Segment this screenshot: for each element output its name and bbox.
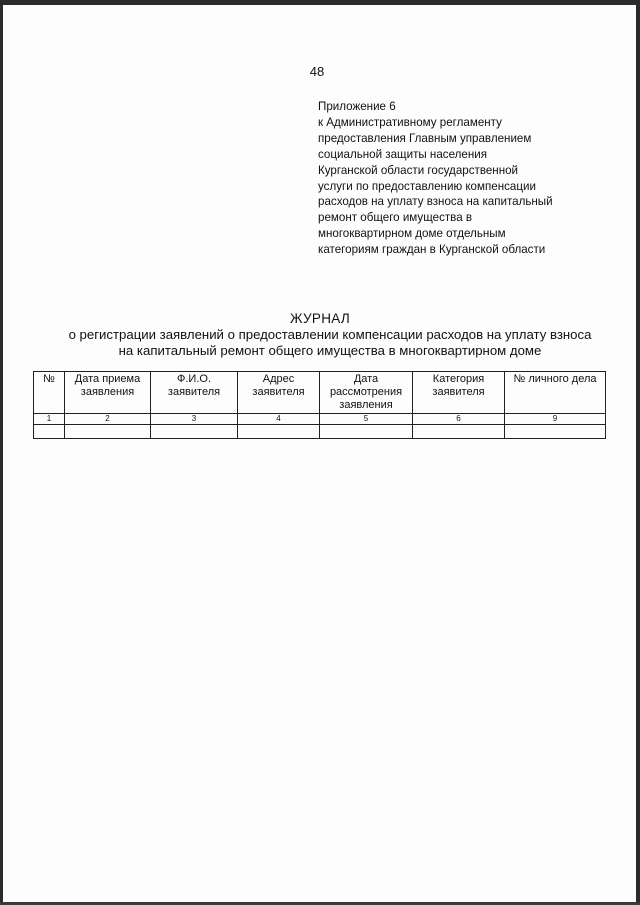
scan-border-left [0,0,3,905]
table-cell [151,425,238,439]
column-header-address: Адрес заявителя [238,372,320,414]
appendix-block [318,99,588,258]
scan-border-right [636,0,640,905]
appendix-line: предоставления Главным управлением [318,131,532,145]
appendix-line: расходов на уплату взноса на капитальный [318,195,553,209]
table-row [34,425,606,439]
appendix-line: ремонт общего имущества в [318,211,473,225]
page-number: 48 [309,64,325,79]
appendix-line: многоквартирном доме отдельным [318,227,506,241]
table-cell [320,425,413,439]
table-cell [34,425,65,439]
column-numbers-row [34,414,606,425]
column-number: 4 [238,414,320,425]
appendix-line: категориям граждан в Курганской области [318,243,546,257]
journal-subtitle [30,327,630,358]
column-number: 1 [34,414,65,425]
table-cell [238,425,320,439]
column-number: 2 [65,414,151,425]
table-header-row [34,372,606,414]
table-cell [413,425,505,439]
table-cell [505,425,606,439]
column-number: 5 [320,414,413,425]
column-header-category: Категория заявителя [413,372,505,414]
journal-subtitle-line: о регистрации заявлений о предоставлении компенсации расходов на уплату взноса [68,327,592,342]
column-header-case-number: № личного дела [505,372,606,414]
journal-title: ЖУРНАЛ [289,311,351,326]
appendix-line: услуги по предоставлению компенсации [318,179,536,193]
registration-table [33,371,606,439]
appendix-line: Курганской области государственной [318,163,519,177]
column-header-receipt-date: Дата приема заявления [65,372,151,414]
column-header-full-name: Ф.И.О. заявителя [151,372,238,414]
column-header-review-date: Дата рассмотрения заявления [320,372,413,414]
column-number: 3 [151,414,238,425]
column-number: 6 [413,414,505,425]
appendix-line: социальной защиты населения [318,147,488,161]
table-cell [65,425,151,439]
appendix-line: к Административному регламенту [318,115,502,129]
journal-subtitle-line: на капитальный ремонт общего имущества в многоквартирном доме [118,342,542,358]
column-header-number: № [34,372,65,414]
column-number: 9 [505,414,606,425]
appendix-line: Приложение 6 [318,100,396,113]
scan-border-top [0,0,640,5]
